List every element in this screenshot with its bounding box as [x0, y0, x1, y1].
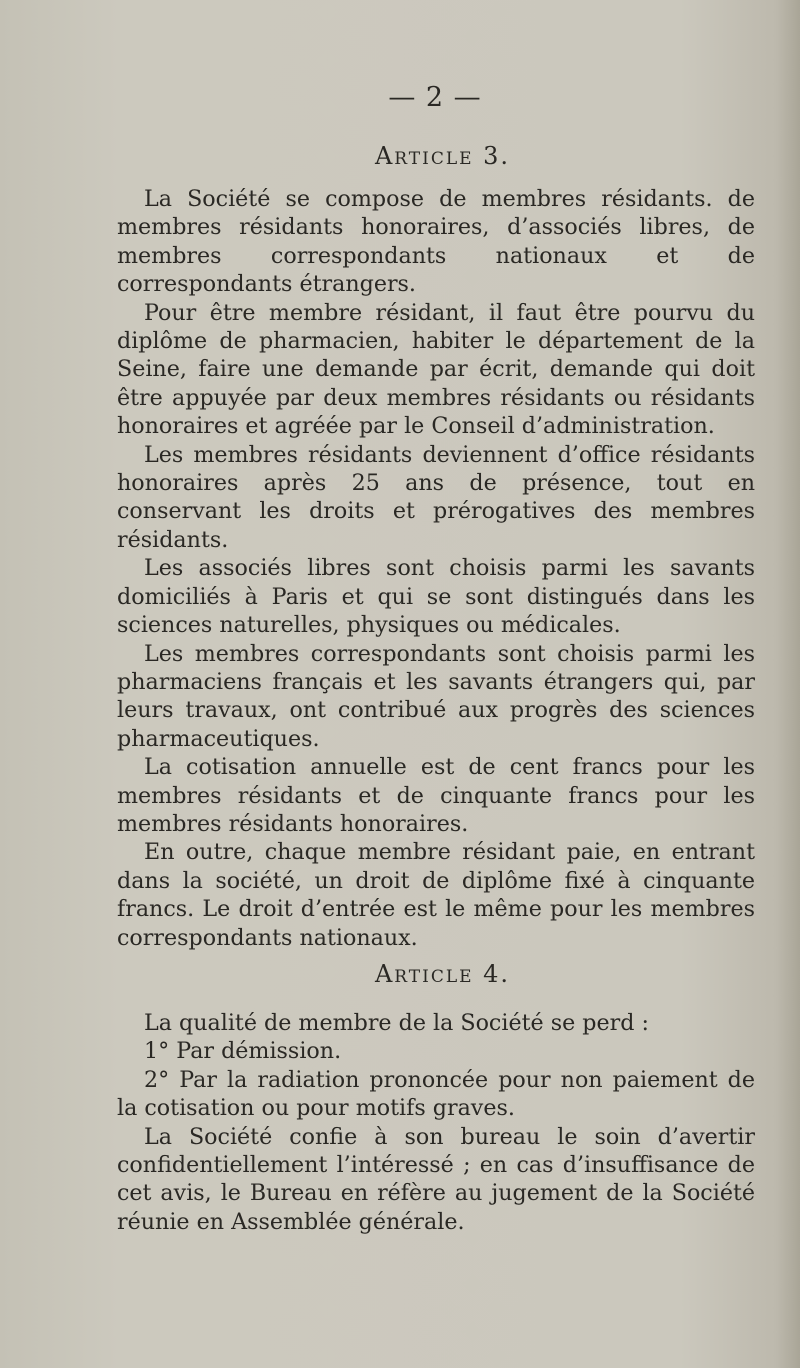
- article-4-paragraph-1: La qualité de membre de la Société se perd :: [144, 1010, 649, 1036]
- article-3-paragraph-5: Les membres correspondants sont choisis parmi les pharmaciens français et les savants étrangers qui, par leurs travaux, ont contribué aux progrès des sciences pharmaceutiques.: [117, 640, 755, 752]
- article-3-body: [117, 185, 755, 952]
- article-3-paragraph-6: La cotisation annuelle est de cent francs pour les membres résidants et de cinquante francs pour les membres résidants honoraires.: [117, 754, 755, 837]
- article-3-paragraph-7: En outre, chaque membre résidant paie, en entrant dans la société, un droit de diplôme fixé à cinquante francs. Le droit d’entrée est le même pour les membres correspondants nationaux.: [117, 839, 755, 951]
- article-4-paragraph-2: La Société confie à son bureau le soin d’avertir confidentiellement l’intéressé ; en cas d’insuffisance de cet avis, le Bureau en réfère au jugement de la Société réunie en Assemblée générale.: [117, 1123, 755, 1235]
- article-4-item-2: 2° Par la radiation prononcée pour non paiement de la cotisation ou pour motifs graves.: [117, 1066, 755, 1122]
- article-3-paragraph-1: La Société se compose de membres résidants. de membres résidants honoraires, d’associés libres, de membres correspondants nationaux et de correspondants étrangers.: [117, 186, 755, 298]
- page-number: — 2 —: [388, 82, 482, 113]
- article-3-paragraph-2: Pour être membre résidant, il faut être pourvu du diplôme de pharmacien, habiter le département de la Seine, faire une demande par écrit, demande qui doit être appuyée par deux membres résidants ou résidants honoraires et agréée par le Conseil d’administration.: [117, 299, 755, 440]
- article-3-heading: Article 3.: [374, 142, 511, 170]
- article-4-body: [117, 1009, 755, 1236]
- article-4-item-1: 1° Par démission.: [144, 1038, 342, 1065]
- article-4-heading: Article 4.: [374, 960, 511, 988]
- article-3-paragraph-4: Les associés libres sont choisis parmi les savants domiciliés à Paris et qui se sont distingués dans les sciences naturelles, physiques ou médicales.: [117, 555, 755, 639]
- article-3-paragraph-3: Les membres résidants deviennent d’office résidants honoraires après 25 ans de présence, tout en conservant les droits et prérogatives des membres résidants.: [117, 441, 755, 553]
